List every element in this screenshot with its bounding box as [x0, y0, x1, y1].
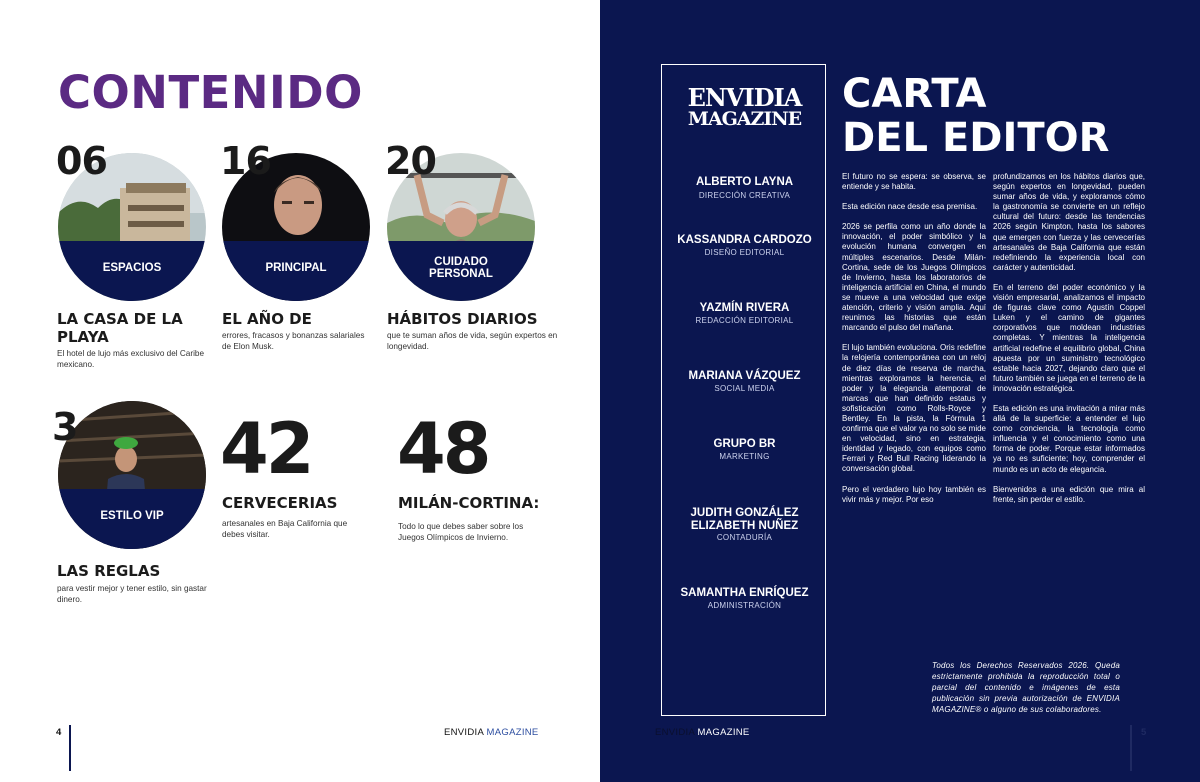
photo-style: [58, 401, 206, 549]
staff-box: [661, 64, 826, 716]
letter-paragraph: profundizamos en los hábitos diarios que, según expertos en longevidad, pueden sumar años de vida, y exploramos cómo la gastronomía se convierte en un reflejo cultural del futuro: desde las tendencias 2026 según Kimpton, hasta los sabores que emergen con fuerza y las cervecerías artesanales de Baja California que están redefiniendo la experiencia local con carácter y autenticidad.: [993, 172, 1145, 272]
page-number: 5: [1141, 727, 1147, 738]
staff-role: SOCIAL MEDIA: [714, 384, 775, 393]
item-desc: errores, fracasos y bonanzas salariales de Elon Musk.: [222, 331, 365, 351]
item-heading: HÁBITOS DIARIOS: [387, 310, 538, 328]
item-heading: EL AÑO DE: [222, 310, 312, 328]
letter-paragraph: 2026 se perfila como un año donde la innovación, el poder simbólico y la evolución humana convergen en múltiples escenarios. Desde Milán-Cortina, sede de los Juegos Olímpicos de Invierno, hasta los laboratorios de inteligencia artificial en China, el mundo se mueve a una velocidad que exige atención, criterio y visión amplia. Aquí reunimos las historias que están marcando el pulso del mañana.: [842, 222, 986, 333]
category-band: CUIDADO PERSONAL: [387, 241, 535, 301]
item-number: 16: [220, 139, 271, 183]
letter-paragraph: El lujo también evoluciona. Oris redefine la relojería contemporánea con un reloj de diez días de reserva de marcha, mientras exploramos la herencia, el poder y la elegancia atemporal de marcas que han definido estatus y sofisticación como Rolls-Royce y Bentley. En la pista, la Fórmula 1 confirma que el valor ya no solo se mide en velocidad, sino en estrategia, identidad y legado, con equipos como Ferrari y Red Bull Racing liderando la conversación global.: [842, 343, 986, 474]
staff-name: JUDITH GONZÁLEZ: [690, 507, 799, 519]
item-number-large: 42: [220, 408, 312, 490]
page-number: 4: [56, 727, 62, 738]
staff-role: REDACCIÓN EDITORIAL: [695, 316, 794, 325]
staff-name: KASSANDRA CARDOZO: [677, 234, 812, 246]
item-number: 06: [56, 139, 107, 183]
staff-name-2: ELIZABETH NUÑEZ: [690, 520, 799, 532]
letter-paragraph: El futuro no se espera: se observa, se entiende y se habita.: [842, 172, 986, 192]
letter-column-2: [993, 172, 1145, 515]
staff-role: MARKETING: [719, 452, 770, 461]
item-number: 3: [52, 405, 78, 449]
editor-letter-title: CARTA DEL EDITOR: [842, 71, 1110, 161]
staff-name: SAMANTHA ENRÍQUEZ: [680, 587, 809, 599]
item-heading: LA CASA DE LA PLAYA: [57, 310, 183, 346]
letter-paragraph: En el terreno del poder económico y la visión empresarial, analizamos el impacto de figuras clave como Agustín Coppel Luken y el camino de gigantes corporativos que moldean industrias completas. Y mientras la inteligencia artificial redefine el equilibrio global, China apuesta por un suministro tecnológico estable hacia 2027, dejando claro que el futuro también se juega en el terreno de la innovación estratégica.: [993, 282, 1145, 393]
staff-role: DISEÑO EDITORIAL: [704, 248, 785, 257]
magazine-logo: ENVIDIA MAGAZINE: [687, 83, 802, 130]
staff-role: CONTADURÍA: [716, 533, 773, 542]
item-heading: MILÁN-CORTINA:: [398, 494, 540, 512]
staff-name: GRUPO BR: [713, 438, 776, 450]
page-title: CONTENIDO: [58, 66, 363, 119]
letter-paragraph: Bienvenidos a una edición que mira al frente, sin perder el estilo.: [993, 484, 1145, 504]
letter-paragraph: Esta edición es una invitación a mirar más allá de la superficie: a entender el lujo como conciencia, la tecnología como influencia y el conocimiento como una forma de poder. Porque estar informados ya no es suficiente; hoy, comprender el mundo es un acto de elegancia.: [993, 403, 1145, 474]
footer-divider: [69, 725, 71, 771]
staff-role: DIRECCIÓN CREATIVA: [698, 191, 791, 200]
category-band: PRINCIPAL: [222, 241, 370, 301]
item-desc: que te suman años de vida, según expertos en longevidad.: [387, 331, 558, 351]
item-heading: LAS REGLAS: [57, 562, 161, 580]
item-desc: artesanales en Baja California que debes visitar.: [222, 519, 348, 539]
letter-paragraph: Pero el verdadero lujo hoy también es vivir más y mejor. Por eso: [842, 484, 986, 504]
item-desc: para vestir mejor y tener estilo, sin gastar dinero.: [57, 584, 207, 604]
staff-role: ADMINISTRACIÓN: [707, 601, 782, 610]
letter-paragraph: Esta edición nace desde esa premisa.: [842, 202, 978, 212]
staff-name: YAZMÍN RIVERA: [699, 302, 790, 314]
staff-name: ALBERTO LAYNA: [695, 176, 794, 188]
footer-brand: ENVIDIA MAGAZINE: [444, 727, 539, 738]
item-number-large: 48: [397, 408, 489, 490]
copyright-notice: Todos los Derechos Reservados 2026. Queda estrictamente prohibida la reproducción total o parcial del contenido e imágenes de esta publicación sin previa autorización de ENVIDIA MAGAZINE® o alguno de sus colaboradores.: [932, 661, 1120, 714]
footer-brand: ENVIDIA MAGAZINE: [655, 727, 750, 738]
item-desc: El hotel de lujo más exclusivo del Caribe mexicano.: [57, 349, 204, 369]
staff-name: MARIANA VÁZQUEZ: [688, 370, 801, 382]
category-band: ESTILO VIP: [58, 489, 206, 549]
item-desc: Todo lo que debes saber sobre los Juegos Olímpicos de Invierno.: [398, 522, 524, 542]
item-number: 20: [385, 139, 436, 183]
footer-divider: [1130, 725, 1132, 771]
letter-column-1: [842, 172, 986, 515]
category-band: ESPACIOS: [58, 241, 206, 301]
item-heading: CERVECERIAS: [222, 494, 338, 512]
